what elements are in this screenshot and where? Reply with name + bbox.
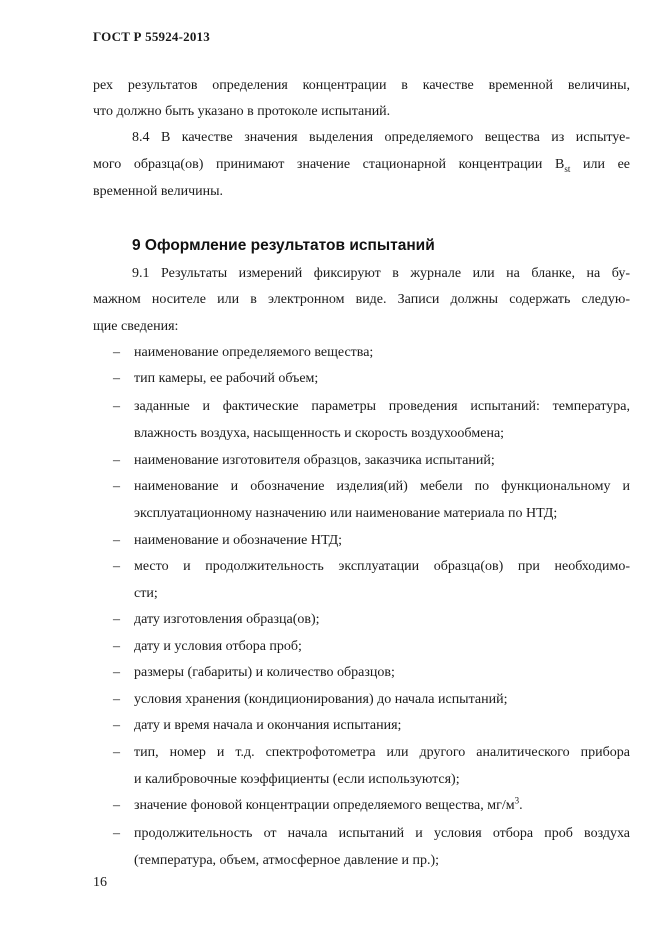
list-item-line: наименование изготовителя образцов, заказчика испытаний;: [134, 453, 495, 468]
list-item-line: продолжительность от начала испытаний и условия отбора проб воздуха: [134, 826, 630, 841]
list-bullet-dash: –: [113, 665, 120, 680]
text-span: .: [519, 798, 523, 813]
paragraph-9-1-line: щие сведения:: [93, 319, 179, 334]
text-span: значение фоновой концентрации определяемого вещества, мг/м: [134, 798, 515, 813]
list-item-line: и калибровочные коэффициенты (если используются);: [134, 772, 460, 787]
list-item-line: дату и время начала и окончания испытания;: [134, 718, 402, 733]
list-item-line: дату изготовления образца(ов);: [134, 612, 320, 627]
list-bullet-dash: –: [113, 612, 120, 627]
paragraph-9-1-line: 9.1 Результаты измерений фиксируют в журнале или на бланке, на бу-: [132, 266, 630, 281]
paragraph-line: рех результатов определения концентрации в качестве временной величины,: [93, 78, 630, 93]
paragraph-8-4-line: 8.4 В качестве значения выделения определяемого вещества из испытуе-: [132, 130, 630, 145]
list-item-line: размеры (габариты) и количество образцов;: [134, 665, 395, 680]
list-bullet-dash: –: [113, 453, 120, 468]
paragraph-8-4-line: [93, 155, 630, 175]
list-bullet-dash: –: [113, 399, 120, 414]
text-span: мого образца(ов) принимают значение стационарной концентрации B: [93, 157, 565, 172]
list-item-line: место и продолжительность эксплуатации образца(ов) при необходимо-: [134, 559, 630, 574]
list-bullet-dash: –: [113, 745, 120, 760]
list-item-line: дату и условия отбора проб;: [134, 639, 302, 654]
list-bullet-dash: –: [113, 559, 120, 574]
list-bullet-dash: –: [113, 371, 120, 386]
list-item-line: наименование и обозначение НТД;: [134, 533, 343, 548]
list-item-line: эксплуатационному назначению или наименование материала по НТД;: [134, 506, 558, 521]
list-item-line: тип, номер и т.д. спектрофотометра или другого аналитического прибора: [134, 745, 630, 760]
list-bullet-dash: –: [113, 479, 120, 494]
list-item-line: тип камеры, ее рабочий объем;: [134, 371, 319, 386]
list-bullet-dash: –: [113, 798, 120, 813]
list-bullet-dash: –: [113, 718, 120, 733]
list-bullet-dash: –: [113, 692, 120, 707]
list-item-line: влажность воздуха, насыщенность и скорость воздухообмена;: [134, 426, 505, 441]
list-bullet-dash: –: [113, 826, 120, 841]
list-bullet-dash: –: [113, 533, 120, 548]
section-heading: 9 Оформление результатов испытаний: [132, 237, 435, 254]
superscript: 3: [514, 795, 520, 806]
list-bullet-dash: –: [113, 345, 120, 360]
page-number: 16: [93, 875, 107, 890]
text-span: или ее: [570, 157, 631, 172]
list-item-line: условия хранения (кондиционирования) до начала испытаний;: [134, 692, 508, 707]
list-bullet-dash: –: [113, 639, 120, 654]
paragraph-line: что должно быть указано в протоколе испытаний.: [93, 104, 391, 119]
list-item-line: [134, 796, 630, 816]
list-item-line: заданные и фактические параметры проведения испытаний: температура,: [134, 399, 630, 414]
subscript-st: st: [564, 163, 571, 174]
list-item-line: наименование и обозначение изделия(ий) мебели по функциональному и: [134, 479, 630, 494]
paragraph-8-4-line: временной величины.: [93, 184, 224, 199]
list-item-line: (температура, объем, атмосферное давление и пр.);: [134, 853, 440, 868]
list-item-line: сти;: [134, 586, 158, 601]
paragraph-9-1-line: мажном носителе или в электронном виде. Записи должны содержать следую-: [93, 292, 630, 307]
list-item-line: наименование определяемого вещества;: [134, 345, 374, 360]
document-header: ГОСТ Р 55924-2013: [93, 29, 210, 44]
